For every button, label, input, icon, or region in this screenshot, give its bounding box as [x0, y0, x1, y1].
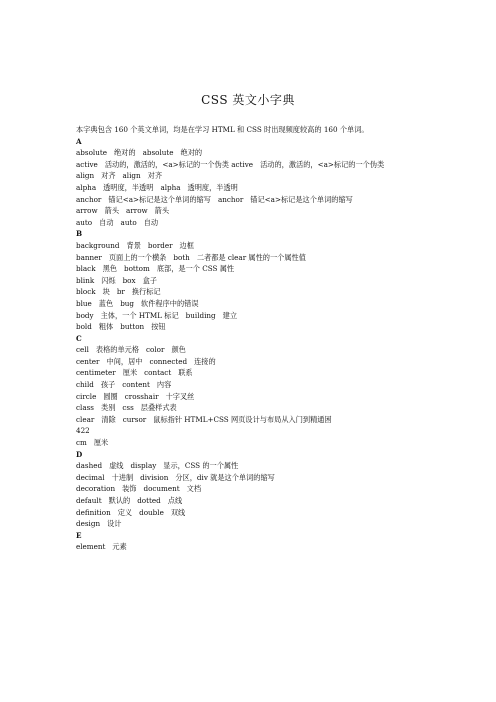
- entry-definition: 锚记<a>标记是这个单词的缩写: [250, 194, 353, 204]
- entry-definition: 厘米: [122, 368, 138, 378]
- entry-term: default: [76, 496, 102, 505]
- entry-definition: 主体，一个 HTML 标记: [100, 310, 179, 320]
- entry-term: body: [76, 310, 94, 320]
- entry-definition: 内容: [156, 380, 172, 390]
- entry-definition: 点线: [167, 496, 183, 505]
- entry-definition: 孩子: [100, 380, 116, 390]
- dictionary-entry: [76, 205, 436, 217]
- section-letter: C: [76, 333, 82, 343]
- entry-definition: 双线: [170, 507, 186, 517]
- entry-term: crosshair: [124, 391, 159, 401]
- entry-definition: 自动: [99, 217, 114, 227]
- entry-definition: 底部，是一个 CSS 属性: [156, 264, 235, 274]
- dictionary-entry: [76, 310, 436, 322]
- entry-term: border: [147, 240, 173, 250]
- entry-term: dotted: [137, 496, 161, 505]
- dictionary-entry: [76, 425, 436, 437]
- entry-definition: 块: [102, 287, 110, 297]
- entry-definition: 十进制: [111, 472, 134, 482]
- dictionary-entry: [76, 495, 436, 507]
- dictionary-entry: [76, 437, 436, 449]
- entry-definition: 闪烁: [101, 275, 116, 285]
- entry-term: bug: [120, 298, 135, 308]
- dictionary-entry: [76, 391, 436, 403]
- entry-definition: 清除: [101, 414, 116, 424]
- entry-definition: 按钮: [151, 322, 166, 332]
- entry-definition: 十字叉丝: [165, 391, 195, 401]
- entry-term: design: [76, 519, 101, 529]
- entry-term: centimeter: [76, 368, 116, 378]
- entry-definition: 黑色: [102, 264, 117, 274]
- entry-term: anchor: [76, 194, 102, 204]
- dictionary-entry: [76, 414, 436, 426]
- entry-term: alpha: [76, 182, 97, 192]
- entry-term: display: [130, 461, 157, 471]
- dictionary-entry: [76, 240, 436, 252]
- entry-definition: 表格的单元格: [95, 345, 140, 355]
- entry-definition: 元素: [112, 542, 127, 552]
- dictionary-content: [76, 124, 436, 553]
- entry-definition: 类别: [101, 403, 116, 413]
- entry-term: cursor: [122, 414, 147, 424]
- entry-term: cell: [76, 345, 89, 355]
- dictionary-entry: [76, 472, 436, 484]
- entry-definition: 默认的: [108, 496, 131, 505]
- entry-term: blue: [76, 298, 92, 308]
- entry-definition: 连接的: [194, 356, 216, 366]
- entry-definition: 二者都是 clear 属性的一个属性值: [196, 252, 306, 262]
- entry-term: document: [143, 484, 180, 494]
- dictionary-entry: [76, 298, 436, 310]
- entry-term: arrow: [76, 206, 98, 216]
- entry-definition: 建立: [222, 310, 238, 320]
- entry-definition: 自动: [143, 217, 159, 227]
- entry-definition: 盒子: [142, 275, 157, 285]
- dictionary-entry: [76, 356, 436, 368]
- section-letter: E: [76, 530, 82, 540]
- entry-definition: 分区，div 就是这个单词的缩写: [175, 472, 275, 482]
- dictionary-entry: [76, 263, 436, 275]
- entry-term: color: [146, 345, 165, 355]
- entry-term: connected: [149, 356, 188, 366]
- entry-term: center: [76, 356, 100, 366]
- entry-definition: 背景: [126, 240, 141, 250]
- entry-term: auto: [120, 217, 137, 227]
- entry-term: element: [76, 542, 106, 552]
- dictionary-entry: [76, 541, 436, 553]
- entry-term: both: [173, 252, 190, 262]
- entry-definition: 页面上的一个横条: [108, 252, 167, 262]
- entry-term: auto: [76, 217, 93, 227]
- entry-term: class: [76, 403, 94, 413]
- entry-term: align: [122, 171, 141, 181]
- entry-definition: 蓝色: [98, 298, 114, 308]
- dictionary-entry: [76, 194, 436, 206]
- dictionary-entry: [76, 286, 436, 298]
- entry-term: align: [76, 171, 95, 181]
- entry-term: blink: [76, 275, 95, 285]
- dictionary-entry: [76, 147, 436, 159]
- entry-term: 活动的，激活的，<a>标记的一个伪类: [260, 159, 385, 169]
- dictionary-entry: [76, 518, 436, 530]
- entry-definition: 箭头: [154, 206, 170, 216]
- entry-definition: 活动的，激活的，<a>标记的一个伪类 active: [104, 159, 254, 169]
- entry-definition: 鼠标指针 HTML+CSS 网页设计与布局从入门到精通困: [153, 414, 332, 424]
- entry-term: bold: [76, 322, 92, 332]
- entry-term: anchor: [217, 194, 244, 204]
- dictionary-entry: [76, 507, 436, 519]
- entry-definition: 透明度，半透明: [187, 182, 238, 192]
- section-letter: A: [76, 136, 82, 146]
- entry-definition: 层叠样式表: [140, 403, 177, 413]
- entry-definition: 粗体: [98, 322, 114, 332]
- dictionary-entry: [76, 217, 436, 229]
- entry-definition: 换行标记: [131, 287, 161, 297]
- entry-term: black: [76, 264, 96, 274]
- entry-term: br: [116, 287, 125, 297]
- entry-term: background: [76, 240, 120, 250]
- entry-term: decoration: [76, 484, 116, 494]
- entry-definition: 边框: [179, 240, 194, 250]
- dictionary-entry: [76, 321, 436, 333]
- entry-definition: 绝对的: [180, 148, 203, 158]
- entry-term: double: [139, 507, 164, 517]
- entry-definition: 对齐: [101, 171, 116, 181]
- entry-definition: 厘米: [93, 438, 109, 448]
- entry-term: bottom: [123, 264, 150, 274]
- entry-definition: 透明度，半透明: [103, 182, 154, 192]
- entry-definition: 虚线: [109, 461, 124, 471]
- entry-term: active: [76, 159, 98, 169]
- entry-term: button: [120, 322, 145, 332]
- entry-definition: 显示，CSS 的一个属性: [163, 461, 239, 471]
- page-title: CSS 英文小字典: [201, 93, 295, 107]
- entry-definition: 锚记<a>标记是这个单词的缩写: [108, 194, 211, 204]
- entry-term: box: [122, 275, 136, 285]
- entry-term: 422: [76, 426, 90, 436]
- dictionary-entry: [76, 344, 436, 356]
- entry-term: clear: [76, 414, 95, 424]
- entry-definition: 定义: [117, 507, 133, 517]
- entry-term: alpha: [160, 182, 181, 192]
- dictionary-entry: [76, 367, 436, 379]
- entry-term: css: [122, 403, 134, 413]
- dictionary-entry: [76, 379, 436, 391]
- entry-definition: 联系: [178, 368, 193, 378]
- entry-definition: 文档: [186, 484, 202, 494]
- entry-definition: 颜色: [171, 345, 186, 355]
- entry-term: division: [140, 472, 169, 482]
- entry-definition: 软件程序中的错误: [141, 298, 199, 308]
- entry-definition: 装饰: [122, 484, 137, 494]
- section-letter: B: [76, 229, 83, 239]
- dictionary-entry: [76, 182, 436, 194]
- entry-term: building: [185, 310, 216, 320]
- entry-definition: 箭头: [104, 206, 120, 216]
- dictionary-entry: [76, 275, 436, 287]
- entry-term: contact: [144, 368, 172, 378]
- entry-term: banner: [76, 252, 102, 262]
- entry-definition: 绝对的: [113, 148, 136, 158]
- entry-term: child: [76, 380, 94, 390]
- entry-term: content: [122, 380, 150, 390]
- dictionary-entry: [76, 402, 436, 414]
- section-letter: D: [76, 449, 83, 459]
- dictionary-entry: [76, 460, 436, 472]
- entry-definition: 中间，居中: [106, 356, 143, 366]
- entry-term: dashed: [76, 461, 103, 471]
- entry-term: circle: [76, 391, 97, 401]
- entry-definition: 圆圈: [103, 391, 118, 401]
- entry-term: absolute: [142, 148, 174, 158]
- entry-term: definition: [76, 507, 111, 517]
- dictionary-entry: [76, 483, 436, 495]
- intro-paragraph: 本字典包含 160 个英文单词，均是在学习 HTML 和 CSS 时出现频度较高的 160 个单词。: [76, 125, 369, 134]
- entry-term: cm: [76, 438, 87, 448]
- entry-term: block: [76, 287, 96, 297]
- entry-term: decimal: [76, 472, 105, 482]
- entry-definition: 对齐: [147, 171, 163, 181]
- dictionary-entry: [76, 252, 436, 264]
- entry-term: arrow: [126, 206, 148, 216]
- entry-term: absolute: [76, 148, 107, 158]
- dictionary-entry: [76, 170, 436, 182]
- dictionary-entry: [76, 159, 436, 171]
- entry-definition: 设计: [107, 519, 122, 529]
